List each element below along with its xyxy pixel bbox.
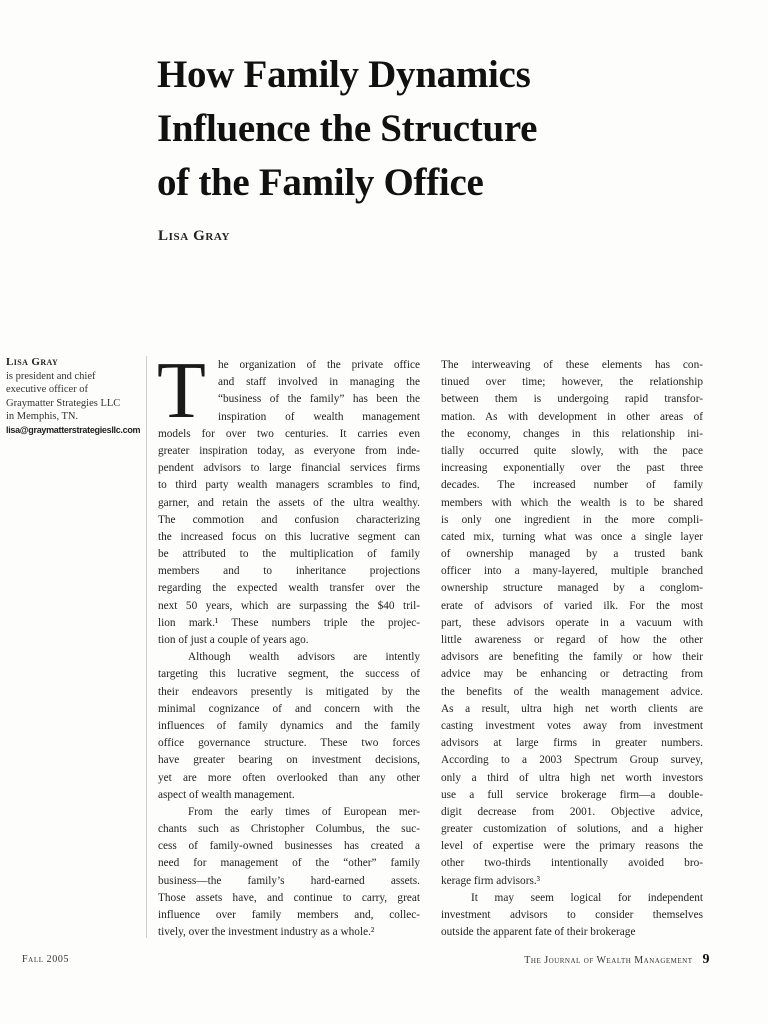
article-title-line: Influence the Structure: [157, 107, 538, 150]
body-text-line: tion of just a couple of years ago.: [158, 634, 309, 646]
sidebar-divider: [146, 356, 147, 938]
author-bio-line: is president and chief: [6, 370, 96, 382]
footer-journal: [500, 952, 710, 968]
drop-cap: T: [157, 347, 206, 435]
body-text-line: greater customization of solutions, and a higher: [441, 823, 703, 836]
body-text-line: cess of family-owned businesses has created a: [158, 840, 420, 853]
author-bio-name: Lisa Gray: [6, 356, 59, 368]
author-email-link[interactable]: lisa@graymatterstrategiesllc.com: [6, 424, 141, 435]
author-bio-line: in Memphis, TN.: [6, 411, 79, 422]
body-text-line: only a third of ultra high net worth investors: [441, 771, 703, 784]
body-text-line: The interweaving of these elements has con-: [441, 359, 703, 371]
article-title-line: of the Family Office: [157, 161, 484, 204]
body-text-line: their endeavors presently is mitigated by the: [158, 685, 420, 698]
body-text-line: part, these advisors operate in a vacuum with: [441, 616, 703, 629]
body-text-line: the economy, changes in this relationship ini-: [441, 427, 703, 440]
body-text-line: is only one ingredient in the more compli-: [441, 513, 703, 526]
body-text-line: other two-thirds intentionally avoided bro-: [441, 857, 703, 870]
body-text-line: of ownership managed by a trusted bank: [441, 548, 703, 561]
body-text-line: aspect of wealth management.: [158, 788, 295, 801]
footer-issue: Fall 2005: [22, 954, 70, 965]
body-text-line: advisors are benefiting the family or how their: [441, 651, 703, 664]
article-title-line: How Family Dynamics: [157, 53, 531, 96]
body-text-line: be attributed to the multiplication of family: [158, 548, 420, 561]
body-text-line: pendent advisors to large financial services firms: [158, 462, 420, 475]
body-text-line: influences of family dynamics and the family: [158, 719, 420, 732]
body-text-line: increasing exponentially over the past three: [441, 462, 703, 475]
body-text-line: level of expertise were the primary reasons the: [441, 840, 703, 853]
body-text-line: kerage firm advisors.³: [441, 874, 541, 887]
footer-journal-name: The Journal of Wealth Management: [524, 955, 693, 966]
body-text-line: need for management of the “other” family: [158, 857, 420, 870]
body-column-left: [157, 347, 420, 941]
body-text-line: mation. As with development in other areas of: [441, 410, 703, 423]
body-text-line: models for over two centuries. It carries even: [158, 427, 420, 440]
body-text-line: regarding the expected wealth transfer over the: [158, 582, 420, 595]
body-text-line: members and to inheritance projections: [158, 565, 420, 578]
body-text-line: he organization of the private office: [218, 359, 420, 371]
body-text-line: garner, and retain the assets of the ultra wealthy.: [158, 496, 420, 509]
body-text-line: officer into a many-layered, multiple branched: [441, 565, 703, 578]
body-text-line: Although wealth advisors are intently: [188, 651, 420, 664]
body-text-line: inspiration of wealth management: [218, 410, 420, 423]
body-text-line: chants such as Christopher Columbus, the suc-: [158, 823, 420, 836]
body-text-line: According to a 2003 Spectrum Group survey,: [441, 754, 703, 767]
body-text-line: advice may be enhancing or detracting from: [441, 668, 703, 681]
author-bio-line: executive officer of: [6, 384, 89, 395]
body-text-line: have greater bearing on investment decisions,: [158, 754, 420, 767]
body-text-line: tinued over time; however, the relationship: [441, 376, 703, 389]
body-text-line: to third party wealth managers scrambles to find,: [158, 479, 420, 492]
author-byline: Lisa Gray: [158, 228, 230, 244]
body-text-line: members with which the wealth is to be shared: [441, 496, 703, 509]
body-text-line: advisors at large firms in greater numbers.: [441, 737, 703, 750]
body-text-line: tially occurred quite slowly, with the pace: [441, 444, 703, 457]
body-text-line: lion mark.¹ These numbers triple the projec-: [158, 616, 420, 629]
body-text-line: The commotion and confusion characterizing: [158, 513, 420, 526]
body-text-line: “business of the family” has been the: [218, 393, 420, 406]
body-text-line: minimal cognizance of and concern with the: [158, 702, 420, 715]
body-text-line: tively, over the investment industry as a whole.²: [158, 926, 375, 939]
author-bio-line: Graymatter Strategies LLC: [6, 397, 121, 409]
body-text-line: As a result, ultra high net worth clients are: [441, 702, 703, 715]
article-title: [157, 48, 597, 210]
body-text-line: yet are more often overlooked than any other: [158, 771, 420, 784]
body-text-line: between them is undergoing rapid transfor-: [441, 393, 703, 406]
body-text-line: digit decrease from 2001. Objective advice,: [441, 805, 703, 818]
body-text-line: the increased focus on this lucrative segment can: [158, 530, 420, 543]
body-text-line: decades. The increased number of family: [441, 479, 703, 492]
body-text-line: little awareness or regard of how the other: [441, 634, 703, 646]
body-text-line: From the early times of European mer-: [188, 805, 420, 818]
body-text-line: investment advisors to consider themselves: [441, 909, 703, 921]
body-text-line: ownership structure managed by a conglom-: [441, 582, 703, 595]
body-text-line: greater inspiration today, as everyone from inde-: [158, 444, 420, 457]
body-text-line: influence over family members and, collec-: [158, 909, 420, 921]
page-number: 9: [702, 952, 710, 967]
body-text-line: cated mix, turning what was once a single layer: [441, 530, 703, 543]
body-text-line: outside the apparent fate of their brokerage: [441, 926, 636, 939]
body-column-right: [441, 357, 703, 941]
body-text-line: erate of advisors of varied ilk. For the most: [441, 599, 703, 612]
body-text-line: next 50 years, which are surpassing the $40 tril-: [158, 599, 420, 612]
body-text-line: the benefits of the wealth management advice.: [441, 685, 703, 698]
body-text-line: use a full service brokerage firm—a double-: [441, 788, 703, 801]
author-bio-sidebar: [6, 356, 146, 437]
body-text-line: and staff involved in managing the: [218, 376, 420, 389]
body-text-line: It may seem logical for independent: [471, 891, 703, 904]
body-text-line: Those assets have, and continue to carry, great: [158, 891, 420, 904]
body-text-line: office governance structure. These two forces: [158, 737, 420, 750]
body-text-line: casting investment votes away from investment: [441, 719, 703, 732]
body-text-line: targeting this lucrative segment, the success of: [158, 668, 420, 681]
body-text-line: business—the family’s hard-earned assets.: [158, 874, 420, 887]
